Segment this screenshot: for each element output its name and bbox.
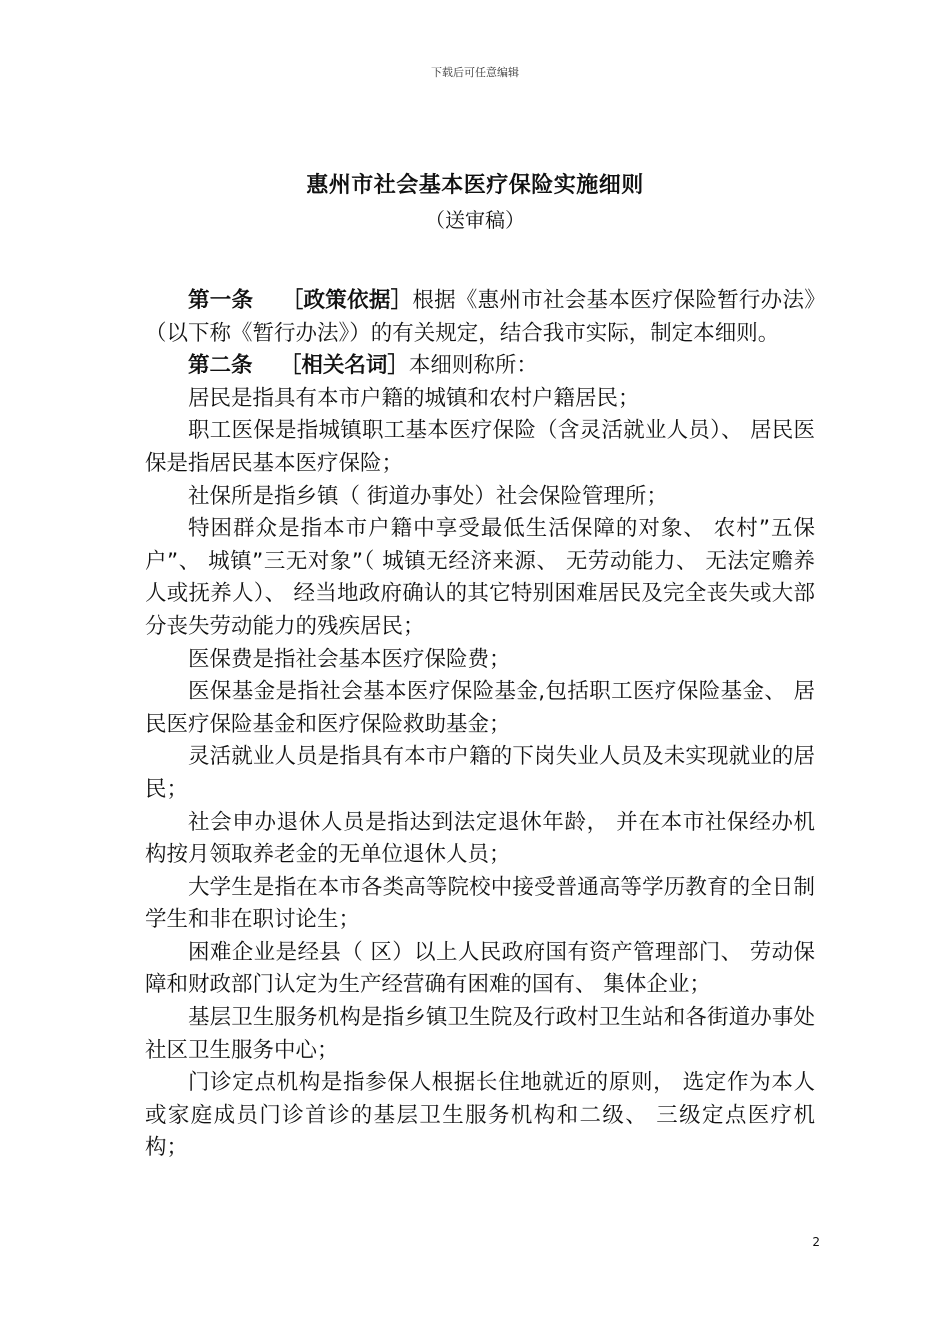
definition-item: 困难企业是经县（ 区）以上人民政府国有资产管理部门、 劳动保障和财政部门认定为生产经营确有困难的国有、 集体企业； bbox=[145, 939, 815, 998]
article-1 bbox=[145, 285, 815, 350]
definition-item: 灵活就业人员是指具有本市户籍的下岗失业人员及未实现就业的居民； bbox=[145, 744, 815, 802]
article-2-text: 本细则称所： bbox=[408, 353, 538, 379]
article-1-heading: 第一条 bbox=[188, 288, 254, 313]
definition-item: 大学生是指在本市各类高等院校中接受普通高等学历教育的全日制学生和非在职讨论生； bbox=[145, 874, 815, 933]
page-header-note: 下载后可任意编辑 bbox=[431, 66, 519, 79]
definition-item: 职工医保是指城镇职工基本医疗保险（含灵活就业人员）、 居民医保是指居民基本医疗保险； bbox=[145, 418, 815, 476]
document-subtitle: （送审稿） bbox=[425, 208, 525, 232]
definition-item: 社保所是指乡镇（ 街道办事处）社会保险管理所； bbox=[188, 483, 668, 509]
definition-item: 医保费是指社会基本医疗保险费； bbox=[188, 646, 511, 672]
definition-item: 居民是指具有本市户籍的城镇和农村户籍居民； bbox=[188, 385, 640, 411]
article-2-heading: 第二条 bbox=[188, 353, 253, 379]
document-title: 惠州市社会基本医疗保险实施细则 bbox=[306, 173, 644, 198]
page-number: 2 bbox=[812, 1235, 820, 1249]
article-2 bbox=[145, 350, 815, 383]
article-1-tag: ［政策依据］ bbox=[281, 288, 413, 313]
definition-item: 特困群众是指本市户籍中享受最低生活保障的对象、 农村”五保户”、 城镇”三无对象”（ 城镇无经济来源、 无劳动能力、 无法定赡养人或抚养人）、 经当地政府确认的其它特别困难居民及完全丧失或大部分丧失劳动能力的残疾居民； bbox=[145, 516, 815, 639]
article-1-text: 根据《惠州市社会基本医疗保险暂行办法》（以下称《暂行办法》）的有关规定，结合我市实际，制定本细则。 bbox=[145, 288, 815, 346]
definition-item: 门诊定点机构是指参保人根据长住地就近的原则， 选定作为本人或家庭成员门诊首诊的基层卫生服务机构和二级、 三级定点医疗机构； bbox=[145, 1070, 815, 1161]
document-body bbox=[145, 285, 815, 1165]
article-2-tag: ［相关名词］ bbox=[279, 353, 409, 379]
definition-item: 社会申办退休人员是指达到法定退休年龄， 并在本市社保经办机构按月领取养老金的无单位退休人员； bbox=[145, 809, 815, 868]
definition-item: 基层卫生服务机构是指乡镇卫生院及行政村卫生站和各街道办事处社区卫生服务中心； bbox=[145, 1005, 815, 1063]
definition-item: 医保基金是指社会基本医疗保险基金,包括职工医疗保险基金、 居民医疗保险基金和医疗保险救助基金； bbox=[145, 679, 815, 737]
